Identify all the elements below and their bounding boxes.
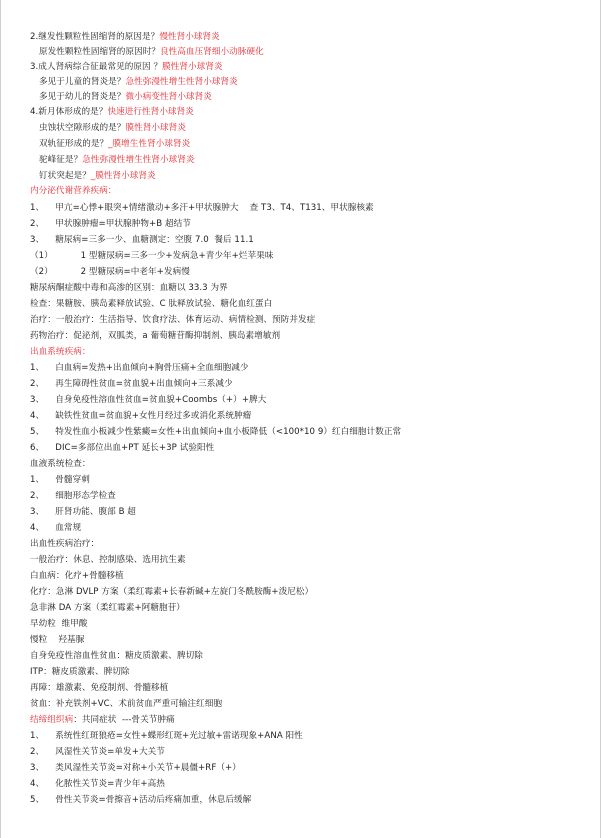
- document-line: [30, 667, 130, 678]
- document-line: [30, 459, 91, 470]
- document-line: [30, 587, 313, 598]
- line-text: 5、 骨性关节炎=骨擦音+活动后疼痛加重，休息后缓解: [30, 795, 252, 805]
- document-line: [30, 555, 186, 566]
- line-text: 4、 化脓性关节炎=青少年+高热: [30, 779, 165, 789]
- line-text: 2.继发性颗粒性固缩肾的原因是？: [30, 32, 160, 42]
- document-line: [39, 47, 264, 58]
- line-text: 3.成人肾病综合征最常见的原因 ？: [30, 62, 163, 72]
- line-text: 2、 再生障碍性贫血=贫血貌+出血倾向+三系减少: [30, 379, 233, 389]
- line-text: 3、 自身免疫性溶血性贫血=贫血貌+Coombs（+）+脾大: [30, 395, 267, 405]
- line-text: 多见于儿童的肾炎是？: [39, 77, 126, 87]
- line-text: 一般治疗：休息、控制感染、选用抗生素: [30, 555, 186, 565]
- line-text: 1、 甲亢=心悸+眼突+情绪激动+多汗+甲状腺肿大 查 T3、T4、T131、甲状腺核素: [30, 203, 374, 213]
- line-highlight: 结缔组织病: [30, 715, 74, 725]
- document-line: [30, 62, 223, 73]
- line-highlight: 内分泌代谢营养疾病：: [30, 186, 117, 196]
- line-text: （2） 2 型糖尿病=中老年+发病慢: [30, 267, 190, 277]
- line-text: 4、 缺铁性贫血=贫血貌+女性月经过多或消化系统肿瘤: [30, 411, 252, 421]
- line-text: 多见于幼儿的肾炎是？: [39, 92, 126, 102]
- document-line: [30, 347, 91, 358]
- document-line: [30, 779, 165, 790]
- document-line: [39, 92, 212, 103]
- line-text: 4、 血常规: [30, 523, 82, 533]
- line-text: 3、 类风湿性关节炎=对称+小关节+晨僵+RF（+）: [30, 763, 241, 773]
- line-text: （1） 1 型糖尿病=三多一少+发病急+青少年+烂苹果味: [30, 251, 274, 261]
- line-highlight: 出血系统疾病：: [30, 347, 91, 357]
- document-line: [30, 523, 81, 534]
- document-line: [30, 331, 280, 342]
- document-line: [39, 155, 195, 166]
- line-text: 2、 细胞形态学检查: [30, 491, 116, 501]
- document-line: [30, 603, 185, 614]
- line-text: 早幼粒 维甲酸: [30, 619, 88, 629]
- document-line: [30, 763, 241, 774]
- line-text: 1、 白血病=发热+出血倾向+胸骨压痛+全血细胞减少: [30, 363, 249, 373]
- document-line: [30, 299, 272, 310]
- document-line: [30, 186, 116, 197]
- line-highlight: 急性弥漫性增生性肾小球肾炎: [125, 77, 238, 87]
- line-highlight: _膜增生性肾小球肾炎: [108, 139, 191, 149]
- document-line: [30, 219, 191, 230]
- document-line: [30, 363, 249, 374]
- line-text: 慢粒 羟基脲: [30, 635, 85, 645]
- document-line: [30, 539, 99, 550]
- line-text: 虫蚀状空隙形成的是？: [39, 123, 126, 133]
- document-line: [30, 571, 124, 582]
- document-line: [30, 795, 251, 806]
- line-text: 治疗：一般治疗：生活指导、饮食疗法、体育运动、病情检测、预防并发症: [30, 315, 316, 325]
- document-line: [30, 283, 228, 294]
- document-line: [30, 235, 254, 246]
- document-line: [30, 683, 168, 694]
- document-line: [30, 267, 190, 278]
- document-line: [39, 139, 190, 150]
- document-line: [39, 77, 238, 88]
- line-highlight: 急性弥漫性增生性肾小球肾炎: [82, 155, 195, 165]
- line-text: 药物治疗：促泌剂，双胍类，a 葡萄糖苷酶抑制剂、胰岛素增敏剂: [30, 331, 281, 341]
- document-line: [30, 635, 84, 646]
- document-line: [30, 443, 214, 454]
- line-text: 6、 DIC=多部位出血+PT 延长+3P 试验阳性: [30, 443, 215, 453]
- line-text: 驼峰征是？: [39, 155, 83, 165]
- line-text: 2、 甲状腺肿瘤=甲状腺肿物+B 超结节: [30, 219, 191, 229]
- document-line: [30, 379, 233, 390]
- document-line: [30, 203, 374, 214]
- line-text: 出血性疾病治疗：: [30, 539, 100, 549]
- document-line: [30, 491, 116, 502]
- line-text: 急非淋 DA 方案（柔红霉素+阿糖胞苷）: [30, 603, 185, 613]
- line-text: 3、 糖尿病=三多一少、血糖测定：空腹 7.0 餐后 11.1: [30, 235, 254, 245]
- line-highlight: _膜性肾小球肾炎: [90, 171, 156, 181]
- document-line: [30, 699, 222, 710]
- document-line: [30, 32, 220, 43]
- line-highlight: 膜性肾小球肾炎: [162, 62, 223, 72]
- line-text: 再障：雄激素、免疫制剂、骨髓移植: [30, 683, 169, 693]
- line-highlight: 微小病变性肾小球肾炎: [125, 92, 212, 102]
- line-highlight: 慢性肾小球肾炎: [159, 32, 220, 42]
- document-line: [30, 427, 401, 438]
- line-text: 白血病：化疗+骨髓移植: [30, 571, 124, 581]
- document-line: [30, 411, 251, 422]
- document-line: [30, 619, 87, 630]
- line-text: 自身免疫性溶血性贫血：糖皮质激素、脾切除: [30, 651, 203, 661]
- document-line: [39, 123, 186, 134]
- document-line: [30, 395, 266, 406]
- line-text: 4.新月体形成的是？: [30, 107, 108, 117]
- document-line: [30, 315, 315, 326]
- line-text: 2、 风湿性关节炎=单发+大关节: [30, 747, 165, 757]
- line-text: 1、 骨髓穿刺: [30, 475, 90, 485]
- document-line: [30, 251, 274, 262]
- document-line: [30, 651, 203, 662]
- line-text: 血液系统检查：: [30, 459, 91, 469]
- line-text: 检查：果糖胺、胰岛素释放试验、C 肽释放试验、糖化血红蛋白: [30, 299, 273, 309]
- document-line: [30, 715, 175, 726]
- document-line: [30, 507, 136, 518]
- document-line: [30, 107, 194, 118]
- document-line: [30, 475, 90, 486]
- line-text: 贫血：补充铁剂+VC、术前贫血严重可输注红细胞: [30, 699, 223, 709]
- document-line: [30, 747, 165, 758]
- line-highlight: 膜性肾小球肾炎: [125, 123, 186, 133]
- document-line: [39, 171, 156, 182]
- line-tail: ：共同症状 ---骨关节肿痛: [73, 715, 175, 725]
- document-line: [30, 731, 303, 742]
- line-text: 原发性颗粒性固缩肾的原因时？: [39, 47, 161, 57]
- line-text: 1、 系统性红斑狼疮=女性+蝶形红斑+光过敏+雷诺现象+ANA 阳性: [30, 731, 303, 741]
- line-highlight: 快速进行性肾小球肾炎: [107, 107, 194, 117]
- line-text: 3、 肝肾功能、腹部 B 超: [30, 507, 136, 517]
- line-text: 双轨征形成的是？: [39, 139, 109, 149]
- line-text: 钉状突起是？: [39, 171, 91, 181]
- line-text: 糖尿病酮症酸中毒和高渗的区别：血糖以 33.3 为界: [30, 283, 228, 293]
- line-text: 5、 特发性血小板减少性紫癜=女性+出血倾向+血小板降低（<100*10 9）红白细胞计数正常: [30, 427, 402, 437]
- line-text: ITP：糖皮质激素、脾切除: [30, 667, 130, 677]
- line-highlight: 良性高血压肾细小动脉硬化: [160, 47, 264, 57]
- line-text: 化疗：急淋 DVLP 方案（柔红霉素+长春新碱+左旋门冬酰胺酶+泼尼松）: [30, 587, 314, 597]
